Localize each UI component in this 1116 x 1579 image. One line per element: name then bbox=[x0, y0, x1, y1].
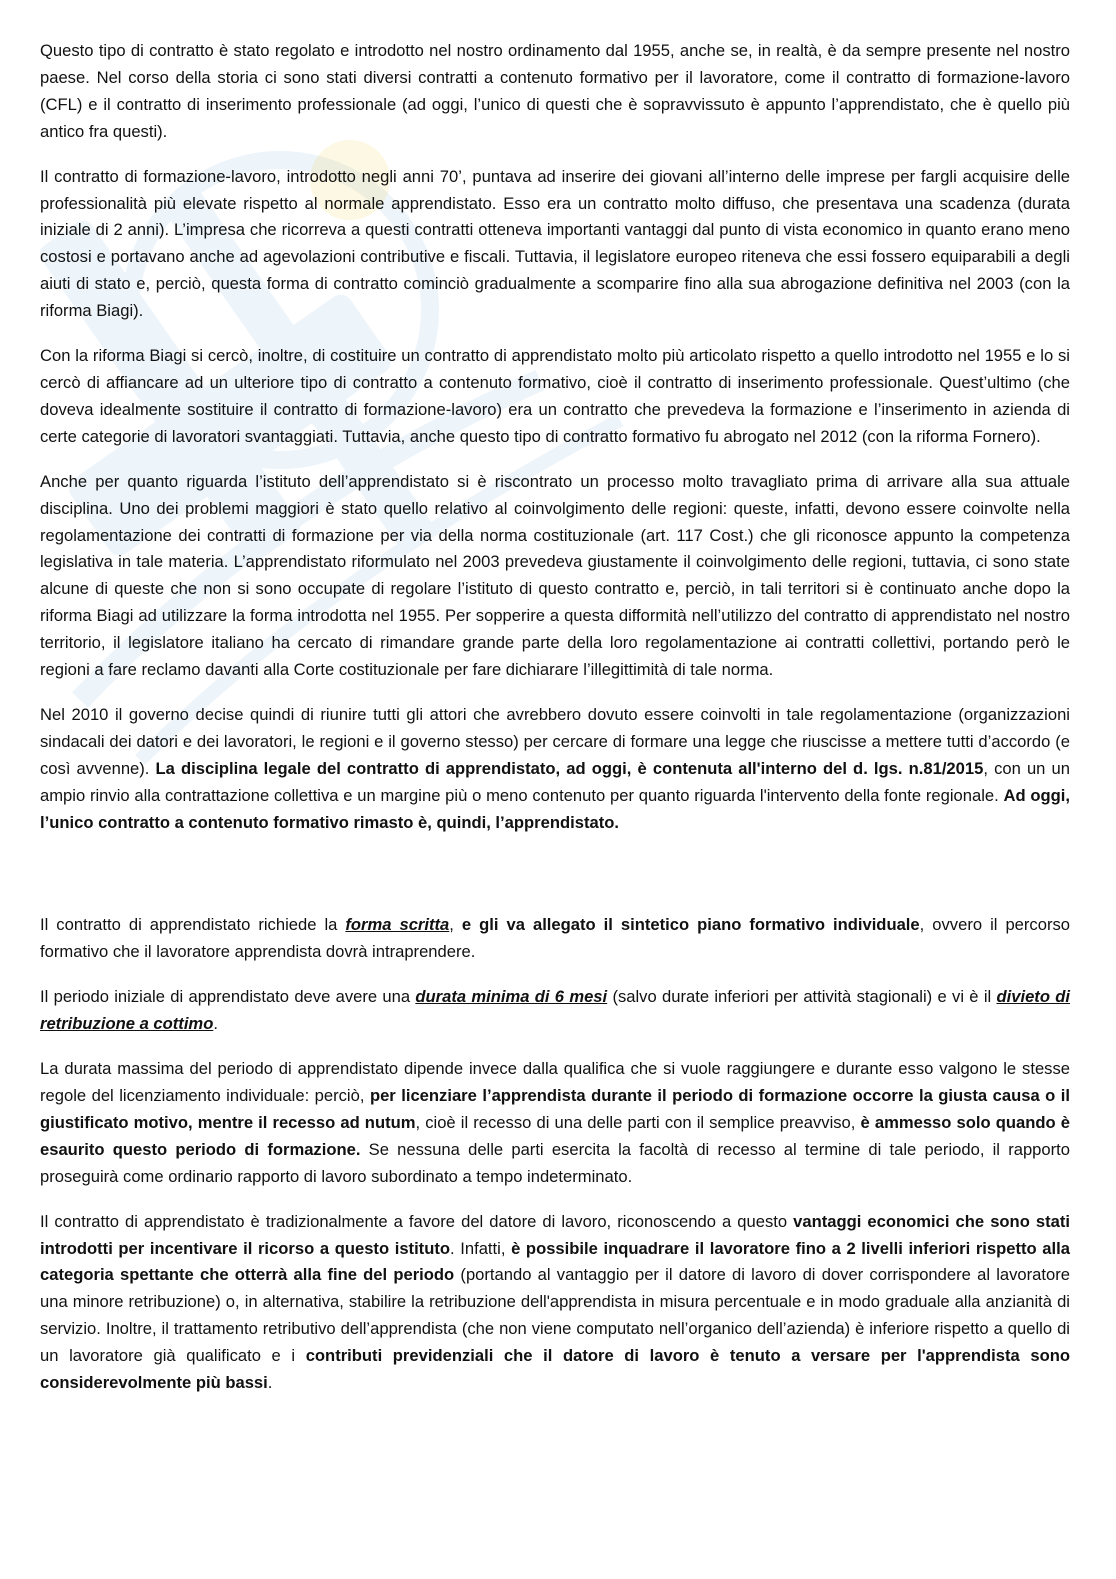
paragraph-text: Il contratto di apprendistato richiede la bbox=[40, 915, 346, 935]
paragraph-1 bbox=[40, 38, 1070, 146]
bold-text: e gli va allegato il sintetico piano formativo individuale bbox=[461, 915, 920, 935]
emphasis-text: forma scritta bbox=[345, 915, 450, 935]
paragraph-8 bbox=[40, 1056, 1070, 1191]
paragraph-3 bbox=[40, 343, 1070, 451]
paragraph-6 bbox=[40, 912, 1070, 966]
paragraph-9 bbox=[40, 1209, 1070, 1397]
paragraph-text: , cioè il recesso di una delle parti con il semplice preavviso, bbox=[415, 1112, 861, 1132]
emphasis-text: divieto di retribuzione a cottimo bbox=[40, 987, 1070, 1034]
paragraph-text: (salvo durate inferiori per attività stagionali) e vi è il bbox=[607, 987, 997, 1007]
paragraph-text: Il contratto di apprendistato è tradizionalmente a favore del datore di lavoro, riconoscendo a questo bbox=[40, 1211, 794, 1231]
paragraph-text: Il contratto di formazione-lavoro, introdotto negli anni 70’, puntava ad inserire dei giovani all’interno delle imprese per fargli acquisire delle professionalità più elevate rispetto al normale apprendistato. Esso era un contratto molto diffuso, che presentava una scadenza (durata iniziale di 2 anni). L’impresa che ricorreva a questi contratti otteneva importanti vantaggi dal punto di vista economico in quanto erano meno costosi e portavano anche ad agevolazioni contributive e fiscali. Tuttavia, il legislatore europeo riteneva che essi fossero equiparabili a degli aiuti di stato e, perciò, questa forma di contratto cominciò gradualmente a scomparire fino alla sua abrogazione definitiva nel 2003 (con la riforma Biagi). bbox=[40, 166, 1070, 321]
paragraph-text: Anche per quanto riguarda l’istituto dell’apprendistato si è riscontrato un processo molto travagliato prima di arrivare alla sua attuale disciplina. Uno dei problemi maggiori è stato quello relativo al coinvolgimento delle regioni: queste, infatti, devono essere coinvolte nella regolamentazione dei contratti di formazione per via della norma costituzionale (art. 117 Cost.) che gli riconosce appunto la competenza legislativa in tale materia. L’apprendistato riformulato nel 2003 prevedeva giustamente il coinvolgimento delle regioni, tuttavia, ci sono state alcune di queste che non si sono occupate di regolare l’istituto di questo contratto e, perciò, in tali territori si è continuato anche dopo la riforma Biagi ad utilizzare la forma introdotta nel 1955. Per sopperire a questa difformità nell’utilizzo del contratto di apprendistato nel nostro territorio, il legislatore italiano ha cercato di rimandare grande parte della loro regolamentazione ai contratti collettivi, portando però le regioni a fare reclamo davanti alla Corte costituzionale per fare dichiarare l’illegittimità di tale norma. bbox=[40, 471, 1070, 680]
bold-text: contributi previdenziali che il datore di lavoro è tenuto a versare per l'apprendista sono considerevolmente più bassi bbox=[40, 1346, 1070, 1393]
bold-text: è possibile inquadrare il lavoratore fino a 2 livelli inferiori rispetto alla categoria spettante che otterrà alla fine del periodo bbox=[40, 1238, 1070, 1285]
paragraph-text: (portando al vantaggio per il datore di lavoro di dover corrispondere al lavoratore una minore retribuzione) o, in alternativa, stabilire la retribuzione dell'apprendista in misura percentuale e in modo graduale alla anzianità di servizio. Inoltre, il trattamento retributivo dell’apprendista (che non viene computato nell’organico dell’azienda) è inferiore rispetto a quello di un lavoratore già qualificato e i bbox=[40, 1265, 1071, 1366]
document-page bbox=[40, 38, 1070, 1415]
paragraph-7 bbox=[40, 984, 1070, 1038]
paragraph-text: . Infatti, bbox=[450, 1238, 512, 1258]
paragraph-text: , con un un ampio rinvio alla contrattazione collettiva e un margine più o meno contenuto per quanto riguarda l'intervento della fonte regionale. bbox=[40, 758, 1070, 805]
paragraph-text: Se nessuna delle parti esercita la facoltà di recesso al termine di tale periodo, il rapporto proseguirà come ordinario rapporto di lavoro subordinato a tempo indeterminato. bbox=[40, 1139, 1071, 1186]
bold-text: La disciplina legale del contratto di apprendistato, ad oggi, è contenuta all'interno del d. lgs. n.81/2015 bbox=[155, 758, 984, 778]
paragraph-text: Nel 2010 il governo decise quindi di riunire tutti gli attori che avrebbero dovuto essere coinvolti in tale regolamentazione (organizzazioni sindacali dei datori e dei lavoratori, le regioni e il governo stesso) per cercare di formare una legge che riuscisse a mettere tutti d’accordo (e così avvenne). bbox=[40, 704, 1070, 778]
paragraph-text: Il periodo iniziale di apprendistato deve avere una bbox=[40, 987, 416, 1007]
paragraph-5 bbox=[40, 702, 1070, 837]
bold-text: vantaggi economici che sono stati introdotti per incentivare il ricorso a questo istituto bbox=[40, 1211, 1071, 1258]
paragraph-text: La durata massima del periodo di apprendistato dipende invece dalla qualifica che si vuole raggiungere e durante esso valgono le stesse regole del licenziamento individuale: perciò, bbox=[40, 1059, 1070, 1105]
bold-text: Ad oggi, l’unico contratto a contenuto formativo rimasto è, quindi, l’apprendistato. bbox=[40, 785, 1071, 832]
paragraph-text: Con la riforma Biagi si cercò, inoltre, di costituire un contratto di apprendistato molto più articolato rispetto a quello introdotto nel 1955 e lo si cercò di affiancare ad un ulteriore tipo di contratto a contenuto formativo, cioè il contratto di inserimento professionale. Quest’ultimo (che doveva idealmente sostituire il contratto di formazione-lavoro) era un contratto che prevedeva la formazione e l’inserimento in azienda di certe categorie di lavoratori svantaggiati. Tuttavia, anche questo tipo di contratto formativo fu abrogato nel 2012 (con la riforma Fornero). bbox=[40, 346, 1070, 446]
paragraph-text: . bbox=[213, 1014, 218, 1034]
paragraph-2 bbox=[40, 164, 1070, 325]
bold-text: per licenziare l’apprendista durante il periodo di formazione occorre la giusta causa o il giustificato motivo, mentre il recesso ad nutum bbox=[40, 1086, 1070, 1132]
bold-text: è ammesso solo quando è esaurito questo periodo di formazione. bbox=[40, 1112, 1070, 1159]
paragraph-text: , ovvero il percorso formativo che il lavoratore apprendista dovrà intraprendere. bbox=[40, 915, 1071, 962]
paragraph-text: Questo tipo di contratto è stato regolato e introdotto nel nostro ordinamento dal 1955, anche se, in realtà, è da sempre presente nel nostro paese. Nel corso della storia ci sono stati diversi contratti a contenuto formativo per il lavoratore, come il contratto di formazione-lavoro (CFL) e il contratto di inserimento professionale (ad oggi, l’unico di questi che è sopravvissuto è appunto l’apprendistato, che è quello più antico fra questi). bbox=[40, 41, 1070, 141]
emphasis-text: durata minima di 6 mesi bbox=[415, 987, 608, 1007]
paragraph-text: . bbox=[267, 1373, 273, 1393]
paragraph-4 bbox=[40, 469, 1070, 684]
paragraph-text: , bbox=[449, 915, 462, 935]
